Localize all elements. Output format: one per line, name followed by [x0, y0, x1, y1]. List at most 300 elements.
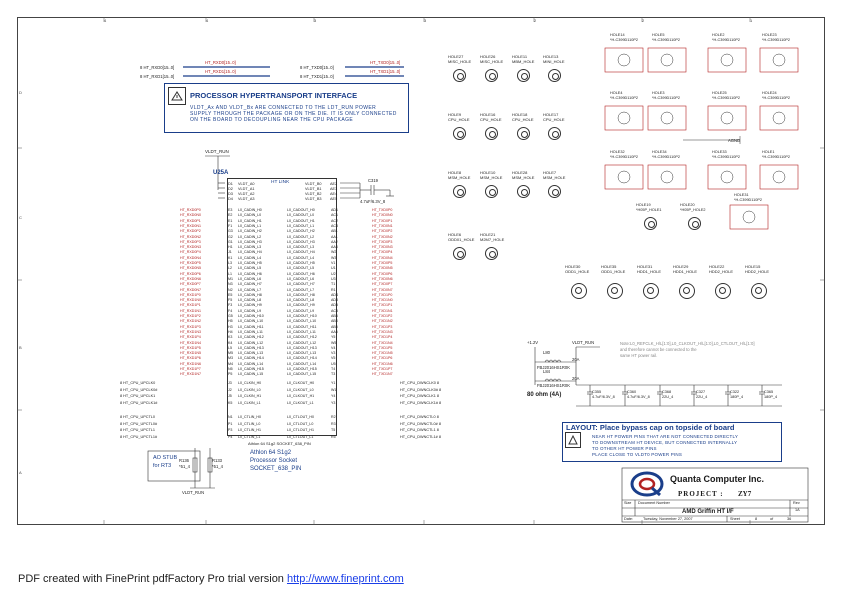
rev-value: 1A: [795, 508, 800, 512]
pin-function: L0_CADIN_H10: [238, 314, 264, 318]
hole-value: *H-C399D110P2: [762, 38, 790, 42]
fineprint-link[interactable]: http://www.fineprint.com: [286, 573, 404, 585]
pin-number: V1: [331, 261, 336, 265]
ctl-in-net: 8 HT_CPU_UPCTL1#: [120, 434, 158, 439]
rx-net: HT_RXD0N5: [180, 266, 201, 271]
mounting-hole-icon: [517, 69, 530, 82]
pin-function: L0_CADOUT_L8: [287, 298, 315, 303]
pin-function: L0_CLKIN_H0: [238, 381, 262, 385]
pin-function: VLDT_A0: [238, 182, 255, 186]
rx-net: HT_RXD0P0: [180, 208, 201, 212]
ao-stub-vldt: VLDT_RUN: [182, 490, 205, 495]
pin-function: L0_CADIN_H4: [238, 250, 262, 255]
pin-number: N5: [228, 367, 233, 371]
pin-function: L0_CADOUT_H12: [287, 335, 317, 340]
pin-number: AC5: [331, 308, 338, 313]
pin-number: E2: [228, 213, 233, 218]
pin-number: AA1: [331, 234, 338, 239]
pin-number: AE4: [330, 192, 338, 196]
pin-number: U1: [331, 266, 336, 271]
hole-ref: HOLE35: [601, 264, 617, 269]
pin-number: N1: [228, 415, 233, 419]
mounting-hole-icon: [679, 283, 695, 299]
ctl-in-net: 8 HT_CPU_UPCLK1: [120, 394, 156, 398]
sheet-label: Sheet: [730, 517, 740, 521]
cap-value: 22U_4: [696, 395, 708, 399]
mounting-hole-icon: [548, 127, 561, 140]
hole-ref: HOLE17: [543, 112, 559, 117]
pin-function: L0_CADOUT_H3: [287, 239, 315, 244]
pin-number: N3: [228, 282, 233, 287]
hole-value: *H-C399D110P2: [762, 96, 790, 100]
rev-label: Rev: [793, 501, 800, 505]
size-label: Size: [624, 501, 632, 505]
pin-number: W1: [331, 387, 337, 392]
pin-function: L0_CADOUT_H0: [287, 208, 315, 212]
note-icon: [565, 432, 581, 448]
tx-net: HT_TXD1P1: [372, 303, 393, 308]
mounting-hole-icon: [607, 283, 623, 299]
hole-value: *H-C399D110P2: [610, 38, 638, 42]
zone-label: 2: [642, 18, 645, 23]
net-ref-txd1: 8 HT_TXD1[15..0]: [300, 74, 334, 79]
zone-label: 4: [206, 18, 209, 23]
cap-value: 180P_4: [730, 395, 744, 399]
hole-type: ODD1_HOLE: [601, 269, 626, 274]
zone-label: D: [19, 90, 22, 95]
pin-function: VLDT_B0: [305, 182, 322, 186]
mounting-hole-icon: [485, 185, 498, 198]
tx-net: HT_TXD1P4: [372, 335, 393, 340]
interface-note-line: VLDT_Ax AND VLDT_Bx ARE CONNECTED TO THE LDT_RUN POWER: [190, 105, 377, 111]
pin-number: AD5: [331, 303, 338, 308]
pin-function: L0_CADOUT_H6: [287, 271, 315, 276]
zone-label: 2: [534, 18, 537, 23]
hole-ref: HOLE15: [745, 264, 761, 269]
tx-net: HT_TXD0N0: [372, 213, 393, 218]
rx-net: HT_RXD0P3: [180, 239, 201, 244]
pdf-footer: [18, 573, 404, 585]
pin-function: L0_CADIN_H0: [238, 208, 262, 212]
hole-value: *H05P_HOLE2: [680, 208, 706, 212]
pin-number: AC1: [331, 213, 338, 218]
ctl-out-net: HT_CPU_DWNCLK1# 8: [400, 400, 442, 405]
pin-function: L0_CADIN_L6: [238, 276, 262, 281]
pin-number: D3: [228, 192, 233, 196]
pin-function: L0_CADIN_L4: [238, 255, 262, 260]
pin-number: L3: [228, 261, 232, 265]
pin-number: F3: [228, 303, 233, 308]
interface-note-title: PROCESSOR HYPERTRANSPORT INTERFACE: [190, 91, 358, 100]
company-name: Quanta Computer Inc.: [670, 474, 765, 484]
pin-function: L0_CADIN_H12: [238, 335, 264, 340]
hole-type: MSM_HOLE: [448, 175, 471, 180]
of-label: of: [770, 517, 774, 521]
sheet-count: 36: [787, 517, 792, 521]
hole-type: MSM_HOLE: [480, 175, 503, 180]
layout-note-line: PLACE CLOSE TO VLDT0 POWER PINS: [592, 452, 683, 457]
pin-number: N2: [228, 287, 233, 292]
hole-ref: HOLE4: [610, 91, 623, 95]
ctl-in-net: 8 HT_CPU_UPCLK0#: [120, 387, 158, 392]
rx-net: HT_RXD1P7: [180, 367, 201, 371]
zone-label: C: [19, 215, 22, 220]
hole-value: *H-C399D110P2: [610, 155, 638, 159]
rx-net: HT_RXD1N4: [180, 340, 201, 345]
hole-ref: HOLE18: [512, 112, 528, 117]
ao-stub-line: AO STUB: [153, 455, 178, 461]
pin-number: P3: [228, 428, 233, 432]
pin-function: L0_CADOUT_L5: [287, 266, 315, 271]
mounting-hole-icon: [571, 283, 587, 299]
pin-number: AD4: [331, 292, 338, 297]
rx-net: HT_RXD1N1: [180, 308, 201, 313]
mounting-hole-icon: [517, 127, 530, 140]
pin-number: Y5: [331, 335, 336, 340]
pin-number: W3: [331, 255, 337, 260]
net-ref-rxd0: 8 HT_RXD0[15..0]: [140, 65, 175, 70]
project-label: PROJECT :: [678, 490, 724, 498]
l80-pin: 20A: [572, 357, 580, 362]
interface-note-line: ON THE BOARD TO DECOUPLING NEAR THE CPU PACKAGE: [190, 117, 354, 123]
tx-net: HT_TXD1P5: [372, 345, 393, 350]
pin-function: L0_CADIN_H14: [238, 356, 264, 361]
mounting-hole-icon: [688, 217, 701, 230]
cpu-caption: [250, 449, 301, 473]
tx-net: HT_TXD0P5: [372, 261, 393, 265]
mounting-hole-icon: [453, 247, 466, 260]
mounting-hole-icon: [751, 283, 767, 299]
ctl-in-net: 8 HT_CPU_UPCLK1#: [120, 400, 158, 405]
hole-type: HDD1_HOLE: [637, 269, 662, 274]
pin-function: L0_CLKOUT_L1: [287, 400, 314, 405]
pin-number: R5: [331, 434, 336, 439]
rx-net: HT_RXD1N5: [180, 351, 201, 356]
tx-net: HT_TXD0P6: [372, 271, 393, 276]
hole-type: ODD01_HOLE: [448, 237, 475, 242]
hole-ref: HOLE7: [543, 170, 557, 175]
pin-function: L0_CADIN_H11: [238, 324, 264, 329]
hole-value: *H-C399D110P2: [712, 96, 740, 100]
tx-net: HT_TXD0N6: [372, 276, 393, 281]
zone-label: 3: [424, 18, 427, 23]
rx-net: HT_RXD1N2: [180, 319, 201, 324]
tx-net: HT_TXD1N4: [372, 340, 393, 345]
layout-note-line: NEAR HT POWER PINS THAT ARE NOT CONNECTED DIRECTLY: [592, 434, 739, 439]
rx-net: HT_RXD1P4: [180, 335, 201, 340]
pin-function: L0_CLKIN_L0: [238, 387, 261, 392]
mounting-hole-icon: [644, 217, 657, 230]
hole-ref: HOLE13: [543, 54, 559, 59]
current-rating: 80 ohm (4A): [527, 392, 562, 398]
hole-type: MSM_HOLE: [543, 175, 566, 180]
pin-function: L0_CTLIN_L0: [238, 421, 261, 426]
pin-number: W5: [331, 340, 337, 345]
pin-function: L0_CADOUT_L0: [287, 213, 315, 218]
project-name: ZY7: [738, 490, 752, 498]
power-note-line: same HT power rail.: [620, 353, 658, 358]
pin-number: P5: [228, 372, 233, 377]
pin-function: L0_CADIN_L3: [238, 245, 262, 250]
pin-number: P4: [228, 434, 233, 439]
pin-function: L0_CADOUT_L12: [287, 340, 317, 345]
rx-net: HT_RXD1N6: [180, 361, 201, 366]
hole-ref: HOLE30: [565, 264, 581, 269]
layout-note-title: LAYOUT: Place bypass cap on topside of board: [566, 423, 735, 432]
rx-net: HT_RXD0N4: [180, 255, 201, 260]
hole-ref: HOLE9: [448, 112, 462, 117]
ctl-out-net: HT_CPU_DWNCTL1 8: [400, 428, 439, 432]
pin-function: VLDT_B2: [305, 192, 322, 196]
hole-ref: HOLE27: [448, 54, 464, 59]
pin-number: G1: [228, 239, 233, 244]
pin-number: L5: [228, 345, 232, 350]
rx-net: HT_RXD1P0: [180, 292, 201, 297]
cpu-caption-line: Processor Socket: [250, 458, 298, 464]
net-name-txd0: HT_TXD0[15..0]: [370, 60, 401, 65]
l84-val: FBJ2016HS1R0K: [537, 383, 571, 388]
rx-net: HT_RXD1N7: [180, 372, 201, 377]
rx-net: HT_RXD0P2: [180, 229, 201, 234]
pin-number: E1: [228, 218, 233, 223]
pin-function: L0_CADOUT_L7: [287, 287, 315, 292]
hole-type: CPU_HOLE: [543, 117, 565, 122]
pin-number: K1: [228, 255, 233, 260]
pin-function: L0_CADIN_H5: [238, 261, 262, 265]
pin-number: V5: [331, 356, 336, 361]
zone-label: 1: [750, 18, 753, 23]
pin-function: L0_CADIN_L2: [238, 234, 262, 239]
rx-net: HT_RXD0N7: [180, 287, 201, 292]
tx-net: HT_TXD1N1: [372, 308, 393, 313]
cap-value: 22U_4: [662, 395, 674, 399]
pin-function: L0_CTLOUT_L1: [287, 434, 314, 439]
pin-function: L0_CADIN_H15: [238, 367, 264, 371]
zone-label: A: [19, 470, 22, 475]
pin-number: G5: [228, 314, 233, 318]
ctl-in-net: 8 HT_CPU_UPCLK0: [120, 381, 156, 385]
mounting-hole-icon: [453, 69, 466, 82]
pin-function: VLDT_A1: [238, 187, 255, 191]
pin-function: L0_CADOUT_H14: [287, 356, 317, 361]
pin-function: L0_CADOUT_L10: [287, 319, 317, 324]
pin-number: AC2: [331, 218, 338, 223]
power-note: [620, 341, 755, 359]
cap-ref: C360: [627, 390, 637, 394]
tx-net: HT_TXD0N1: [372, 223, 393, 228]
pin-function: L0_CTLIN_H0: [238, 415, 261, 419]
hole-ref: HOLE24: [762, 91, 777, 95]
hole-ref: HOLE26: [480, 54, 496, 59]
pin-function: L0_CADIN_H7: [238, 282, 262, 287]
pin-function: L0_CADIN_H9: [238, 303, 262, 308]
pin-number: AA5: [331, 329, 338, 334]
pin-number: K5: [228, 400, 233, 405]
tx-net: HT_TXD0P2: [372, 229, 393, 234]
pin-function: L0_CADOUT_L4: [287, 255, 315, 260]
pin-number: L2: [228, 266, 232, 271]
pin-function: L0_CADOUT_L11: [287, 329, 316, 334]
tx-net: HT_TXD1P0: [372, 292, 393, 297]
pin-function: L0_CTLIN_H1: [238, 428, 261, 432]
mounting-hole-icon: [453, 185, 466, 198]
rx-net: HT_RXD0P6: [180, 271, 201, 276]
pin-number: M3: [228, 356, 233, 361]
l80-val: FBJ2016HS1R0K: [537, 365, 571, 370]
pin-number: P1: [228, 421, 233, 426]
hole-ref: HOLE6: [448, 232, 462, 237]
date-label: Date:: [624, 517, 634, 521]
pin-number: J2: [228, 387, 232, 392]
pin-function: L0_CADIN_L13: [238, 351, 264, 356]
tx-net: HT_TXD1P7: [372, 367, 393, 371]
rx-net: HT_RXD1P3: [180, 324, 201, 329]
mounting-hole-icon: [485, 69, 498, 82]
cap-value: 4.7uF/6.3V_8: [627, 395, 650, 399]
hole-ref: HOLE33: [712, 150, 727, 154]
pin-function: L0_CADIN_L5: [238, 266, 262, 271]
pin-function: L0_CLKIN_L1: [238, 400, 261, 405]
pin-number: U5: [331, 361, 336, 366]
pin-number: AD3: [331, 298, 338, 303]
cap-ref: C355: [592, 390, 602, 394]
pin-number: F5: [228, 298, 233, 303]
zone-label: 4: [104, 18, 107, 23]
pin-function: L0_CADOUT_L1: [287, 223, 315, 228]
pin-number: J5: [228, 394, 232, 398]
mounting-hole-icon: [548, 69, 561, 82]
cpu-designator: U25A: [213, 170, 229, 176]
hole-ref: HOLE22: [709, 264, 725, 269]
hole-ref: HOLE3: [652, 91, 665, 95]
hole-value: *H-C399D110P2: [712, 155, 740, 159]
hole-type: MISC_HOLE: [480, 59, 504, 64]
pin-function: L0_CADIN_L14: [238, 361, 264, 366]
tx-net: HT_TXD0P1: [372, 218, 393, 223]
pin-number: Y3: [331, 400, 336, 405]
pin-function: L0_CADOUT_H10: [287, 314, 317, 318]
cap-ref: C327: [696, 390, 706, 394]
rx-net: HT_RXD0N6: [180, 276, 201, 281]
pin-number: K4: [228, 340, 233, 345]
date-value: Tuesday, November 27, 2007: [643, 517, 693, 521]
tx-net: HT_TXD1N7: [372, 372, 393, 377]
cap-value: 4.7uF/6.3V_8: [360, 199, 386, 204]
pin-function: L0_CADOUT_H4: [287, 250, 315, 255]
rx-net: HT_RXD0P4: [180, 250, 201, 255]
pin-number: V4: [331, 345, 336, 350]
pin-number: T5: [331, 428, 336, 432]
pin-function: L0_CLKOUT_L0: [287, 387, 314, 392]
hole-ref: HOLE28: [512, 170, 528, 175]
power-note-line: Note:L0_REFCLK_H/L[1:0],L0_CLKOUT_H/L[1:0],L0_CTLOUT_H/L[1:0]: [620, 341, 755, 346]
hole-ref: HOLE10: [480, 170, 496, 175]
pin-function: L0_CADIN_L0: [238, 213, 262, 218]
pin-number: AB5: [331, 324, 338, 329]
hole-value: *H-C399D110P2: [652, 96, 680, 100]
pin-number: AB1: [331, 229, 338, 234]
pin-function: L0_CADOUT_L15: [287, 372, 317, 377]
pin-function: L0_CADOUT_H8: [287, 292, 315, 297]
rx-net: HT_RXD1P6: [180, 356, 201, 361]
hole-ref: HOLE14: [610, 33, 625, 37]
tx-net: HT_TXD1P3: [372, 324, 393, 329]
pin-function: L0_CADOUT_L3: [287, 245, 315, 250]
vldt-run-label: VLDT_RUN: [572, 340, 595, 345]
pin-function: L0_CADOUT_H15: [287, 367, 317, 371]
pin-number: AE2: [330, 182, 338, 186]
hole-ref: HOLE20: [680, 203, 695, 207]
hole-value: *H05P_HOLE1: [636, 208, 662, 212]
pin-function: L0_CTLOUT_H0: [287, 415, 314, 419]
tx-net: HT_TXD1N3: [372, 329, 393, 334]
l80-ref: L80: [543, 350, 550, 355]
pin-function: VLDT_A2: [238, 192, 255, 196]
pin-number: R3: [331, 421, 336, 426]
pin-number: AB4: [331, 314, 338, 318]
pin-number: T1: [331, 282, 336, 287]
pin-number: D2: [228, 187, 233, 191]
pin-function: L0_CADOUT_L2: [287, 234, 315, 239]
pin-number: G2: [228, 234, 233, 239]
hole-value: *H-C399D110P2: [762, 155, 790, 159]
tx-net: HT_TXD0N7: [372, 287, 393, 292]
r136-val: *51_4: [179, 464, 190, 469]
ctl-out-net: HT_CPU_DWNCTL0 8: [400, 415, 439, 419]
ctl-out-net: HT_CPU_DWNCLK0# 8: [400, 387, 442, 392]
ctl-in-net: 8 HT_CPU_UPCTL1: [120, 428, 156, 432]
pin-function: L0_CADIN_H1: [238, 218, 262, 223]
ao-stub-line: for RT3: [153, 463, 172, 469]
pin-number: L1: [228, 271, 232, 276]
hole-ref: HOLE29: [673, 264, 689, 269]
hole-ref: HOLE34: [652, 150, 667, 154]
cpu-caption-line: SOCKET_638_PIN: [250, 466, 302, 472]
pin-function: VLDT_B3: [305, 197, 322, 201]
hole-type: HDD2_HOLE: [709, 269, 734, 274]
ctl-out-net: HT_CPU_DWNCLK0 8: [400, 381, 440, 385]
pin-function: L0_CADIN_L8: [238, 298, 262, 303]
hole-type: MISC_HOLE: [448, 59, 472, 64]
tx-net: HT_TXD1N6: [372, 361, 393, 366]
pin-function: L0_CTLOUT_H1: [287, 428, 314, 432]
hole-type: MBM_HOLE: [512, 59, 535, 64]
pin-number: H1: [228, 245, 233, 250]
hole-value: *H-C399D110P2: [734, 198, 762, 202]
pin-number: U2: [331, 271, 336, 276]
pin-function: L0_CADOUT_L14: [287, 361, 317, 366]
pin-function: L0_CADIN_L1: [238, 223, 262, 228]
rx-net: HT_RXD1N3: [180, 329, 201, 334]
pin-number: R2: [331, 415, 336, 419]
pin-number: E3: [228, 208, 233, 212]
quanta-logo-icon: [630, 470, 664, 498]
tx-net: HT_TXD0P4: [372, 250, 393, 255]
hole-ref: HOLE5: [652, 33, 665, 37]
pin-function: L0_CADIN_L7: [238, 287, 262, 292]
pin-number: J3: [228, 381, 232, 385]
mounting-hole-icon: [485, 127, 498, 140]
ctl-out-net: HT_CPU_DWNCTL1# 8: [400, 434, 441, 439]
pin-number: AA2: [331, 239, 338, 244]
pin-number: F1: [228, 223, 233, 228]
doc-title: AMD Griffin HT I/F: [682, 509, 734, 515]
pin-function: L0_CADOUT_L13: [287, 351, 317, 356]
tx-net: HT_TXD0P0: [372, 208, 393, 212]
power-note-line: and therefore cannot be connected to the: [620, 347, 697, 352]
pin-number: Y4: [331, 394, 336, 398]
mounting-hole-icon: [517, 185, 530, 198]
